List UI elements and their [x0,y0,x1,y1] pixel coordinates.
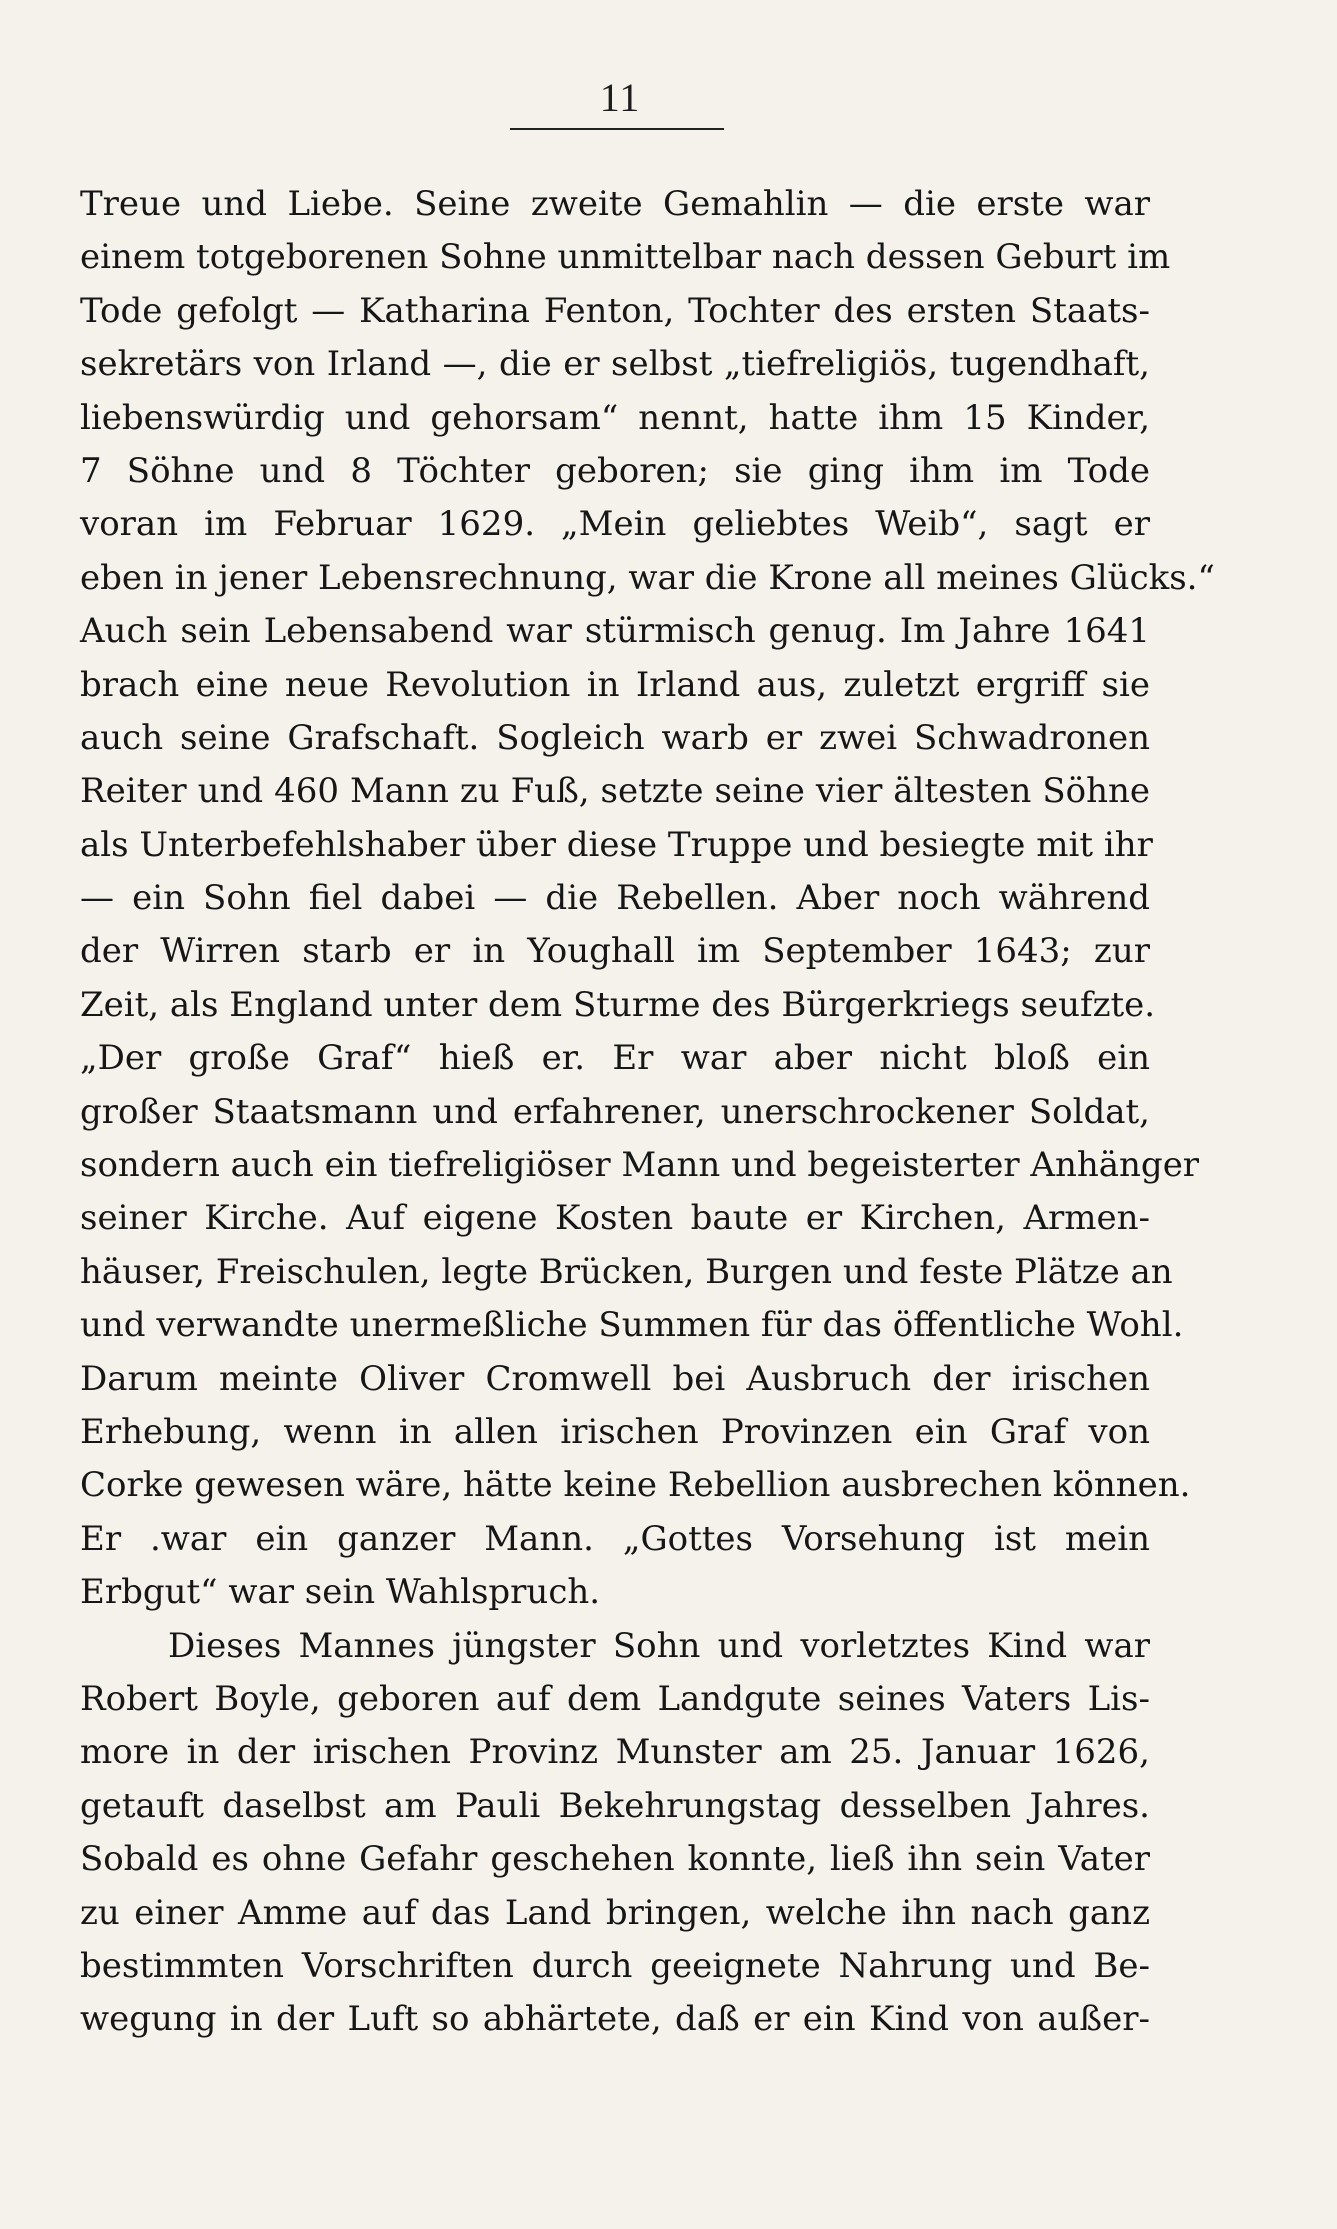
text-line: sondern auch ein tiefreligiöser Mann und begeisterter Anhänger [80,1145,1200,1186]
page-number: 11 [599,75,641,120]
text-line: getauft daselbst am Pauli Bekehrungstag desselben Jahres. [80,1785,1150,1826]
text-line: seiner Kirche. Auf eigene Kosten baute er Kirchen, Armen- [80,1198,1150,1239]
text-line: 7 Söhne und 8 Töchter geboren; sie ging ihm im Tode [80,450,1150,491]
header-rule [510,128,724,130]
text-line: Er .war ein ganzer Mann. „Gottes Vorsehung ist mein [80,1518,1150,1559]
text-line: „Der große Graf“ hieß er. Er war aber nicht bloß ein [80,1038,1150,1079]
text-line: sekretärs von Irland —, die er selbst „tiefreligiös, tugendhaft, [80,344,1150,385]
text-line: als Unterbefehlshaber über diese Truppe und besiegte mit ihr [80,824,1153,865]
text-line: häuser, Freischulen, legte Brücken, Burgen und feste Plätze an [80,1251,1173,1292]
text-line: brach eine neue Revolution in Irland aus, zuletzt ergriff sie [80,664,1150,705]
text-line: bestimmten Vorschriften durch geeignete Nahrung und Be- [80,1945,1150,1986]
text-line: Zeit, als England unter dem Sturme des Bürgerkriegs seufzte. [80,984,1156,1025]
text-line: eben in jener Lebensrechnung, war die Krone all meines Glücks.“ [80,557,1215,598]
text-line: Auch sein Lebensabend war stürmisch genug. Im Jahre 1641 [80,611,1150,652]
text-line: auch seine Grafschaft. Sogleich warb er zwei Schwadronen [80,717,1150,758]
text-line: großer Staatsmann und erfahrener, unerschrockener Soldat, [80,1091,1150,1132]
text-line: zu einer Amme auf das Land bringen, welche ihn nach ganz [80,1892,1150,1933]
text-line: Reiter und 460 Mann zu Fuß, setzte seine vier ältesten Söhne [80,771,1150,812]
text-line: more in der irischen Provinz Munster am 25. Januar 1626, [80,1732,1150,1773]
text-line: — ein Sohn fiel dabei — die Rebellen. Aber noch während [80,878,1150,919]
text-line: Sobald es ohne Gefahr geschehen konnte, ließ ihn sein Vater [80,1839,1150,1880]
text-line: Corke gewesen wäre, hätte keine Rebellion ausbrechen können. [80,1465,1191,1506]
text-line: einem totgeborenen Sohne unmittelbar nach dessen Geburt im [80,237,1171,278]
text-line: Treue und Liebe. Seine zweite Gemahlin — die erste war [80,184,1150,224]
text-line: liebenswürdig und gehorsam“ nennt, hatte ihm 15 Kinder, [80,397,1150,438]
paragraph-start-line: Dieses Mannes jüngster Sohn und vorletztes Kind war [168,1625,1150,1666]
text-line: und verwandte unermeßliche Summen für das öffentliche Wohl. [80,1305,1184,1346]
text-line: Robert Boyle, geboren auf dem Landgute seines Vaters Lis- [80,1678,1150,1719]
text-line: wegung in der Luft so abhärtete, daß er ein Kind von außer- [80,1999,1150,2040]
text-line: Tode gefolgt — Katharina Fenton, Tochter des ersten Staats- [80,290,1150,331]
text-line: voran im Februar 1629. „Mein geliebtes Weib“, sagt er [80,504,1150,545]
text-line: Erhebung, wenn in allen irischen Provinzen ein Graf von [80,1411,1150,1452]
text-line: Darum meinte Oliver Cromwell bei Ausbruch der irischen [80,1358,1150,1399]
text-line: der Wirren starb er in Youghall im September 1643; zur [80,931,1150,972]
text-line: Erbgut“ war sein Wahlspruch. [80,1572,601,1613]
body-text [80,178,1215,2047]
